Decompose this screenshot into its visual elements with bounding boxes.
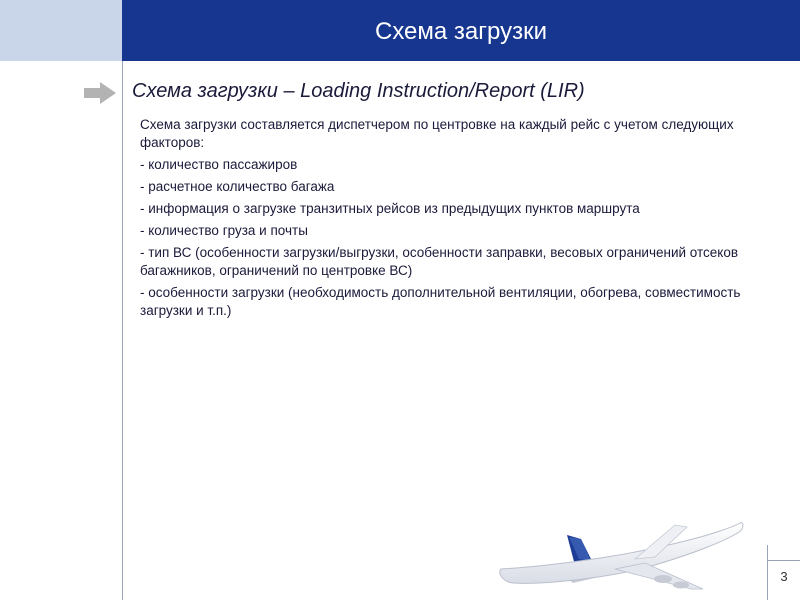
airplane-icon [495, 505, 745, 600]
list-item: - количество груза и почты [140, 223, 308, 238]
list-item: - информация о загрузке транзитных рейсов из предыдущих пунктов маршрута [140, 201, 640, 216]
page-number: 3 [780, 569, 788, 584]
right-arrow-icon [84, 82, 116, 104]
footer-divider-horizontal [767, 560, 800, 561]
list-item: - расчетное количество багажа [140, 179, 335, 194]
list-item: - количество пассажиров [140, 157, 298, 172]
intro-paragraph: Схема загрузки составляется диспетчером по центровке на каждый рейс с учетом следующих факторов: [140, 117, 734, 150]
page-title: Схема загрузки [374, 18, 548, 45]
body-text [140, 116, 776, 324]
section-subtitle: Схема загрузки – Loading Instruction/Report (LIR) [132, 80, 585, 102]
header-left-block [0, 0, 122, 61]
list-item: - тип ВС (особенности загрузки/выгрузки, особенности заправки, весовых ограничений отсеков багажников, ограничений по центровке ВС) [140, 245, 739, 278]
left-divider-line [122, 61, 123, 600]
list-item: - особенности загрузки (необходимость дополнительной вентиляции, обогрева, совместимость загрузки и т.п.) [140, 285, 741, 318]
